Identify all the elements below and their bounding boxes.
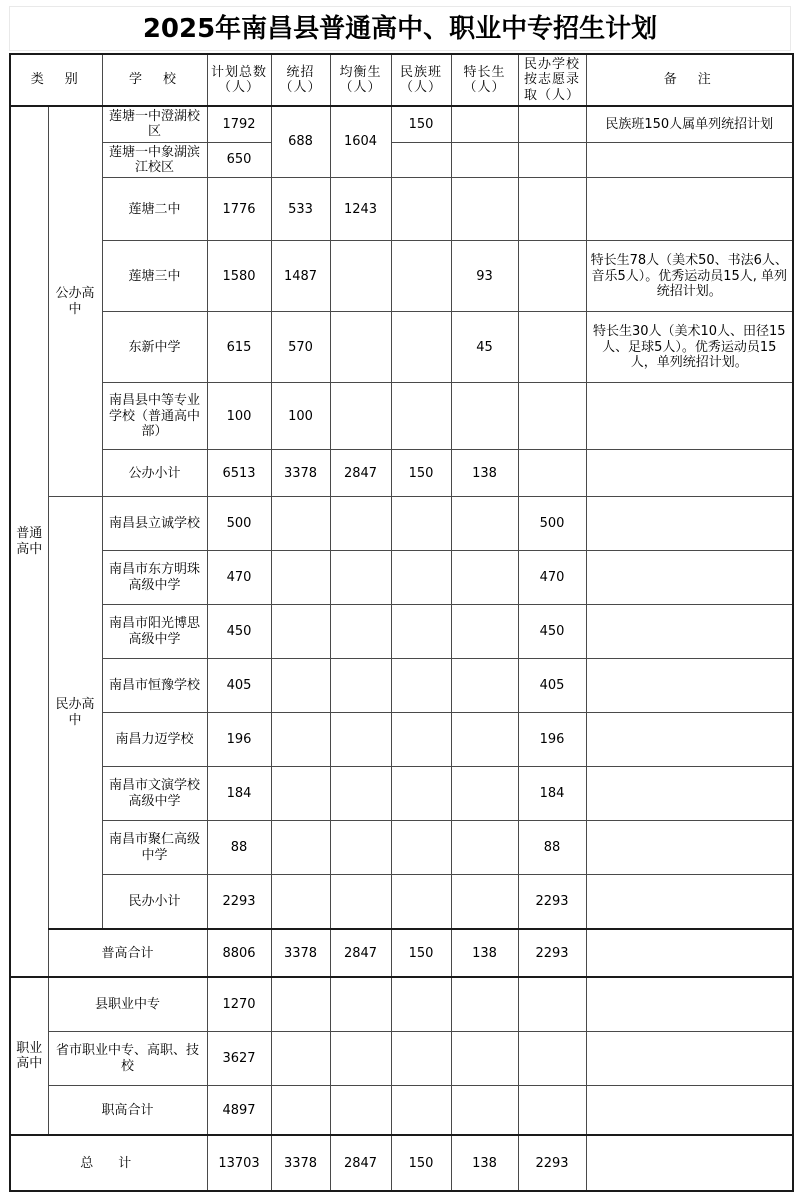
- row-remark: [586, 767, 793, 821]
- row-ethnic: 150: [391, 929, 451, 977]
- row-balanced: [330, 659, 391, 713]
- row-unified: [271, 1032, 330, 1086]
- row-private-choice: [518, 312, 586, 383]
- header-private-choice: 民办学校按志愿录取（人）: [518, 54, 586, 106]
- row-specialty: [451, 659, 518, 713]
- row-balanced: [330, 551, 391, 605]
- row-specialty: 138: [451, 1135, 518, 1191]
- header-category: 类 别: [10, 54, 102, 106]
- table-row: [10, 605, 793, 659]
- row-private-choice: 405: [518, 659, 586, 713]
- row-ethnic: [391, 178, 451, 241]
- row-specialty: [451, 551, 518, 605]
- row-balanced: [330, 312, 391, 383]
- row-school-name: 南昌市东方明珠高级中学: [102, 551, 207, 605]
- row-ethnic: [391, 1032, 451, 1086]
- row-total: 13703: [207, 1135, 271, 1191]
- row-school-name: 南昌力迈学校: [102, 713, 207, 767]
- row-private-choice: 2293: [518, 875, 586, 930]
- row-balanced: 2847: [330, 450, 391, 497]
- row-remark: [586, 929, 793, 977]
- row-total: 1270: [207, 977, 271, 1032]
- row-specialty: [451, 977, 518, 1032]
- table-row: [10, 821, 793, 875]
- header-balanced: 均衡生（人）: [330, 54, 391, 106]
- row-private-choice: [518, 241, 586, 312]
- row-school-name: 南昌县立诚学校: [102, 497, 207, 551]
- row-balanced: 1604: [330, 106, 391, 178]
- header-school: 学 校: [102, 54, 207, 106]
- row-unified: 100: [271, 383, 330, 450]
- table-row: [10, 106, 793, 142]
- table-row: [10, 551, 793, 605]
- row-private-choice: 2293: [518, 1135, 586, 1191]
- row-unified: 688: [271, 106, 330, 178]
- row-school-name: 南昌市阳光博思高级中学: [102, 605, 207, 659]
- row-ethnic: [391, 875, 451, 930]
- row-private-choice: 500: [518, 497, 586, 551]
- row-remark: [586, 821, 793, 875]
- row-total: 100: [207, 383, 271, 450]
- row-private-choice: 450: [518, 605, 586, 659]
- table-row: [10, 142, 793, 178]
- row-balanced: 1243: [330, 178, 391, 241]
- row-specialty: 45: [451, 312, 518, 383]
- row-ethnic: 150: [391, 450, 451, 497]
- row-unified: 3378: [271, 450, 330, 497]
- row-total: 470: [207, 551, 271, 605]
- row-remark: [586, 605, 793, 659]
- row-unified: 3378: [271, 1135, 330, 1191]
- header-unified: 统招（人）: [271, 54, 330, 106]
- row-remark: [586, 142, 793, 178]
- row-school-name: 省市职业中专、高职、技校: [48, 1032, 207, 1086]
- row-total: 6513: [207, 450, 271, 497]
- row-ethnic: [391, 241, 451, 312]
- row-unified: 570: [271, 312, 330, 383]
- row-remark: [586, 497, 793, 551]
- row-ethnic: [391, 551, 451, 605]
- row-total: 4897: [207, 1086, 271, 1136]
- row-unified: [271, 821, 330, 875]
- row-school-name: 南昌市文演学校高级中学: [102, 767, 207, 821]
- row-private-choice: 196: [518, 713, 586, 767]
- row-remark: [586, 713, 793, 767]
- row-school-name: 南昌县中等专业学校（普通高中部）: [102, 383, 207, 450]
- row-school-name: 莲塘二中: [102, 178, 207, 241]
- table-row: [10, 383, 793, 450]
- table-row: [10, 767, 793, 821]
- row-balanced: [330, 875, 391, 930]
- row-unified: [271, 605, 330, 659]
- row-ethnic: [391, 767, 451, 821]
- row-balanced: [330, 497, 391, 551]
- table-row: [10, 977, 793, 1032]
- row-ethnic: [391, 312, 451, 383]
- document-title-band: [9, 6, 791, 51]
- row-balanced: [330, 241, 391, 312]
- row-ethnic: 150: [391, 106, 451, 142]
- row-remark: [586, 659, 793, 713]
- category-vocational-high: 职业高中: [10, 977, 48, 1135]
- row-school-name: 普高合计: [48, 929, 207, 977]
- header-remark: 备 注: [586, 54, 793, 106]
- row-specialty: [451, 767, 518, 821]
- row-specialty: 138: [451, 929, 518, 977]
- row-total: 1792: [207, 106, 271, 142]
- row-unified: [271, 875, 330, 930]
- row-balanced: [330, 821, 391, 875]
- row-ethnic: [391, 821, 451, 875]
- page-title: 2025年南昌县普通高中、职业中专招生计划: [142, 13, 658, 44]
- row-specialty: 138: [451, 450, 518, 497]
- row-private-choice: 184: [518, 767, 586, 821]
- row-private-choice: [518, 142, 586, 178]
- table-row-grand-total: [10, 1135, 793, 1191]
- header-specialty: 特长生（人）: [451, 54, 518, 106]
- row-private-choice: 2293: [518, 929, 586, 977]
- table-row: [10, 178, 793, 241]
- row-total: 405: [207, 659, 271, 713]
- row-specialty: [451, 1032, 518, 1086]
- row-private-choice: [518, 383, 586, 450]
- row-school-name: 民办小计: [102, 875, 207, 930]
- row-specialty: [451, 713, 518, 767]
- row-ethnic: [391, 383, 451, 450]
- header-total: 计划总数（人）: [207, 54, 271, 106]
- category-private-high: 民办高中: [48, 497, 102, 930]
- row-ethnic: [391, 142, 451, 178]
- row-remark: [586, 1135, 793, 1191]
- row-total: 196: [207, 713, 271, 767]
- row-ethnic: [391, 713, 451, 767]
- category-general-high: 普通高中: [10, 106, 48, 977]
- header-ethnic: 民族班（人）: [391, 54, 451, 106]
- row-ethnic: 150: [391, 1135, 451, 1191]
- row-balanced: [330, 767, 391, 821]
- row-unified: [271, 659, 330, 713]
- row-unified: [271, 713, 330, 767]
- table-row-subtotal: [10, 1086, 793, 1136]
- table-row-subtotal: [10, 875, 793, 930]
- row-private-choice: [518, 1086, 586, 1136]
- row-unified: [271, 551, 330, 605]
- row-balanced: [330, 605, 391, 659]
- row-private-choice: [518, 450, 586, 497]
- row-total: 500: [207, 497, 271, 551]
- row-remark: 民族班150人属单列统招计划: [586, 106, 793, 142]
- row-specialty: [451, 875, 518, 930]
- row-school-name: 职高合计: [48, 1086, 207, 1136]
- row-remark: [586, 178, 793, 241]
- row-total: 184: [207, 767, 271, 821]
- row-remark: [586, 1032, 793, 1086]
- row-total: 88: [207, 821, 271, 875]
- row-balanced: 2847: [330, 929, 391, 977]
- row-balanced: 2847: [330, 1135, 391, 1191]
- row-private-choice: 470: [518, 551, 586, 605]
- row-specialty: [451, 178, 518, 241]
- row-specialty: [451, 497, 518, 551]
- row-remark: [586, 1086, 793, 1136]
- table-row: [10, 241, 793, 312]
- table-row: [10, 497, 793, 551]
- row-balanced: [330, 383, 391, 450]
- row-total: 650: [207, 142, 271, 178]
- row-total: 1776: [207, 178, 271, 241]
- row-specialty: [451, 1086, 518, 1136]
- row-school-name: 南昌市恒豫学校: [102, 659, 207, 713]
- row-ethnic: [391, 497, 451, 551]
- table-row: [10, 659, 793, 713]
- row-remark: [586, 551, 793, 605]
- row-ethnic: [391, 977, 451, 1032]
- row-private-choice: [518, 106, 586, 142]
- table-row: [10, 713, 793, 767]
- row-school-name: 莲塘一中象湖滨江校区: [102, 142, 207, 178]
- row-school-name: 县职业中专: [48, 977, 207, 1032]
- row-remark: [586, 875, 793, 930]
- row-private-choice: 88: [518, 821, 586, 875]
- row-specialty: 93: [451, 241, 518, 312]
- row-total: 1580: [207, 241, 271, 312]
- row-remark: [586, 977, 793, 1032]
- row-unified: [271, 767, 330, 821]
- table-row: [10, 1032, 793, 1086]
- table-row-subtotal: [10, 450, 793, 497]
- row-unified: [271, 1086, 330, 1136]
- row-private-choice: [518, 178, 586, 241]
- row-school-name: 东新中学: [102, 312, 207, 383]
- row-balanced: [330, 1086, 391, 1136]
- row-private-choice: [518, 1032, 586, 1086]
- table-row: [10, 312, 793, 383]
- row-remark: [586, 450, 793, 497]
- row-specialty: [451, 106, 518, 142]
- row-remark: 特长生78人（美术50、书法6人、音乐5人）。优秀运动员15人, 单列统招计划。: [586, 241, 793, 312]
- row-unified: 533: [271, 178, 330, 241]
- enrollment-plan-table: [9, 53, 794, 1192]
- row-total: 2293: [207, 875, 271, 930]
- table-row-total-general: [10, 929, 793, 977]
- row-unified: 3378: [271, 929, 330, 977]
- row-school-name: 南昌市聚仁高级中学: [102, 821, 207, 875]
- row-unified: [271, 977, 330, 1032]
- row-balanced: [330, 977, 391, 1032]
- row-specialty: [451, 605, 518, 659]
- row-balanced: [330, 713, 391, 767]
- row-total: 615: [207, 312, 271, 383]
- row-private-choice: [518, 977, 586, 1032]
- row-school-name: 总 计: [10, 1135, 207, 1191]
- row-unified: [271, 497, 330, 551]
- table-header-row: [10, 54, 793, 106]
- category-public-high: 公办高中: [48, 106, 102, 497]
- row-ethnic: [391, 659, 451, 713]
- row-unified: 1487: [271, 241, 330, 312]
- row-school-name: 公办小计: [102, 450, 207, 497]
- row-specialty: [451, 142, 518, 178]
- row-ethnic: [391, 605, 451, 659]
- row-remark: [586, 383, 793, 450]
- row-school-name: 莲塘三中: [102, 241, 207, 312]
- row-total: 3627: [207, 1032, 271, 1086]
- row-school-name: 莲塘一中澄湖校区: [102, 106, 207, 142]
- row-remark: 特长生30人（美术10人、田径15人、足球5人）。优秀运动员15人，单列统招计划。: [586, 312, 793, 383]
- row-total: 8806: [207, 929, 271, 977]
- row-ethnic: [391, 1086, 451, 1136]
- row-balanced: [330, 1032, 391, 1086]
- row-specialty: [451, 383, 518, 450]
- row-total: 450: [207, 605, 271, 659]
- row-specialty: [451, 821, 518, 875]
